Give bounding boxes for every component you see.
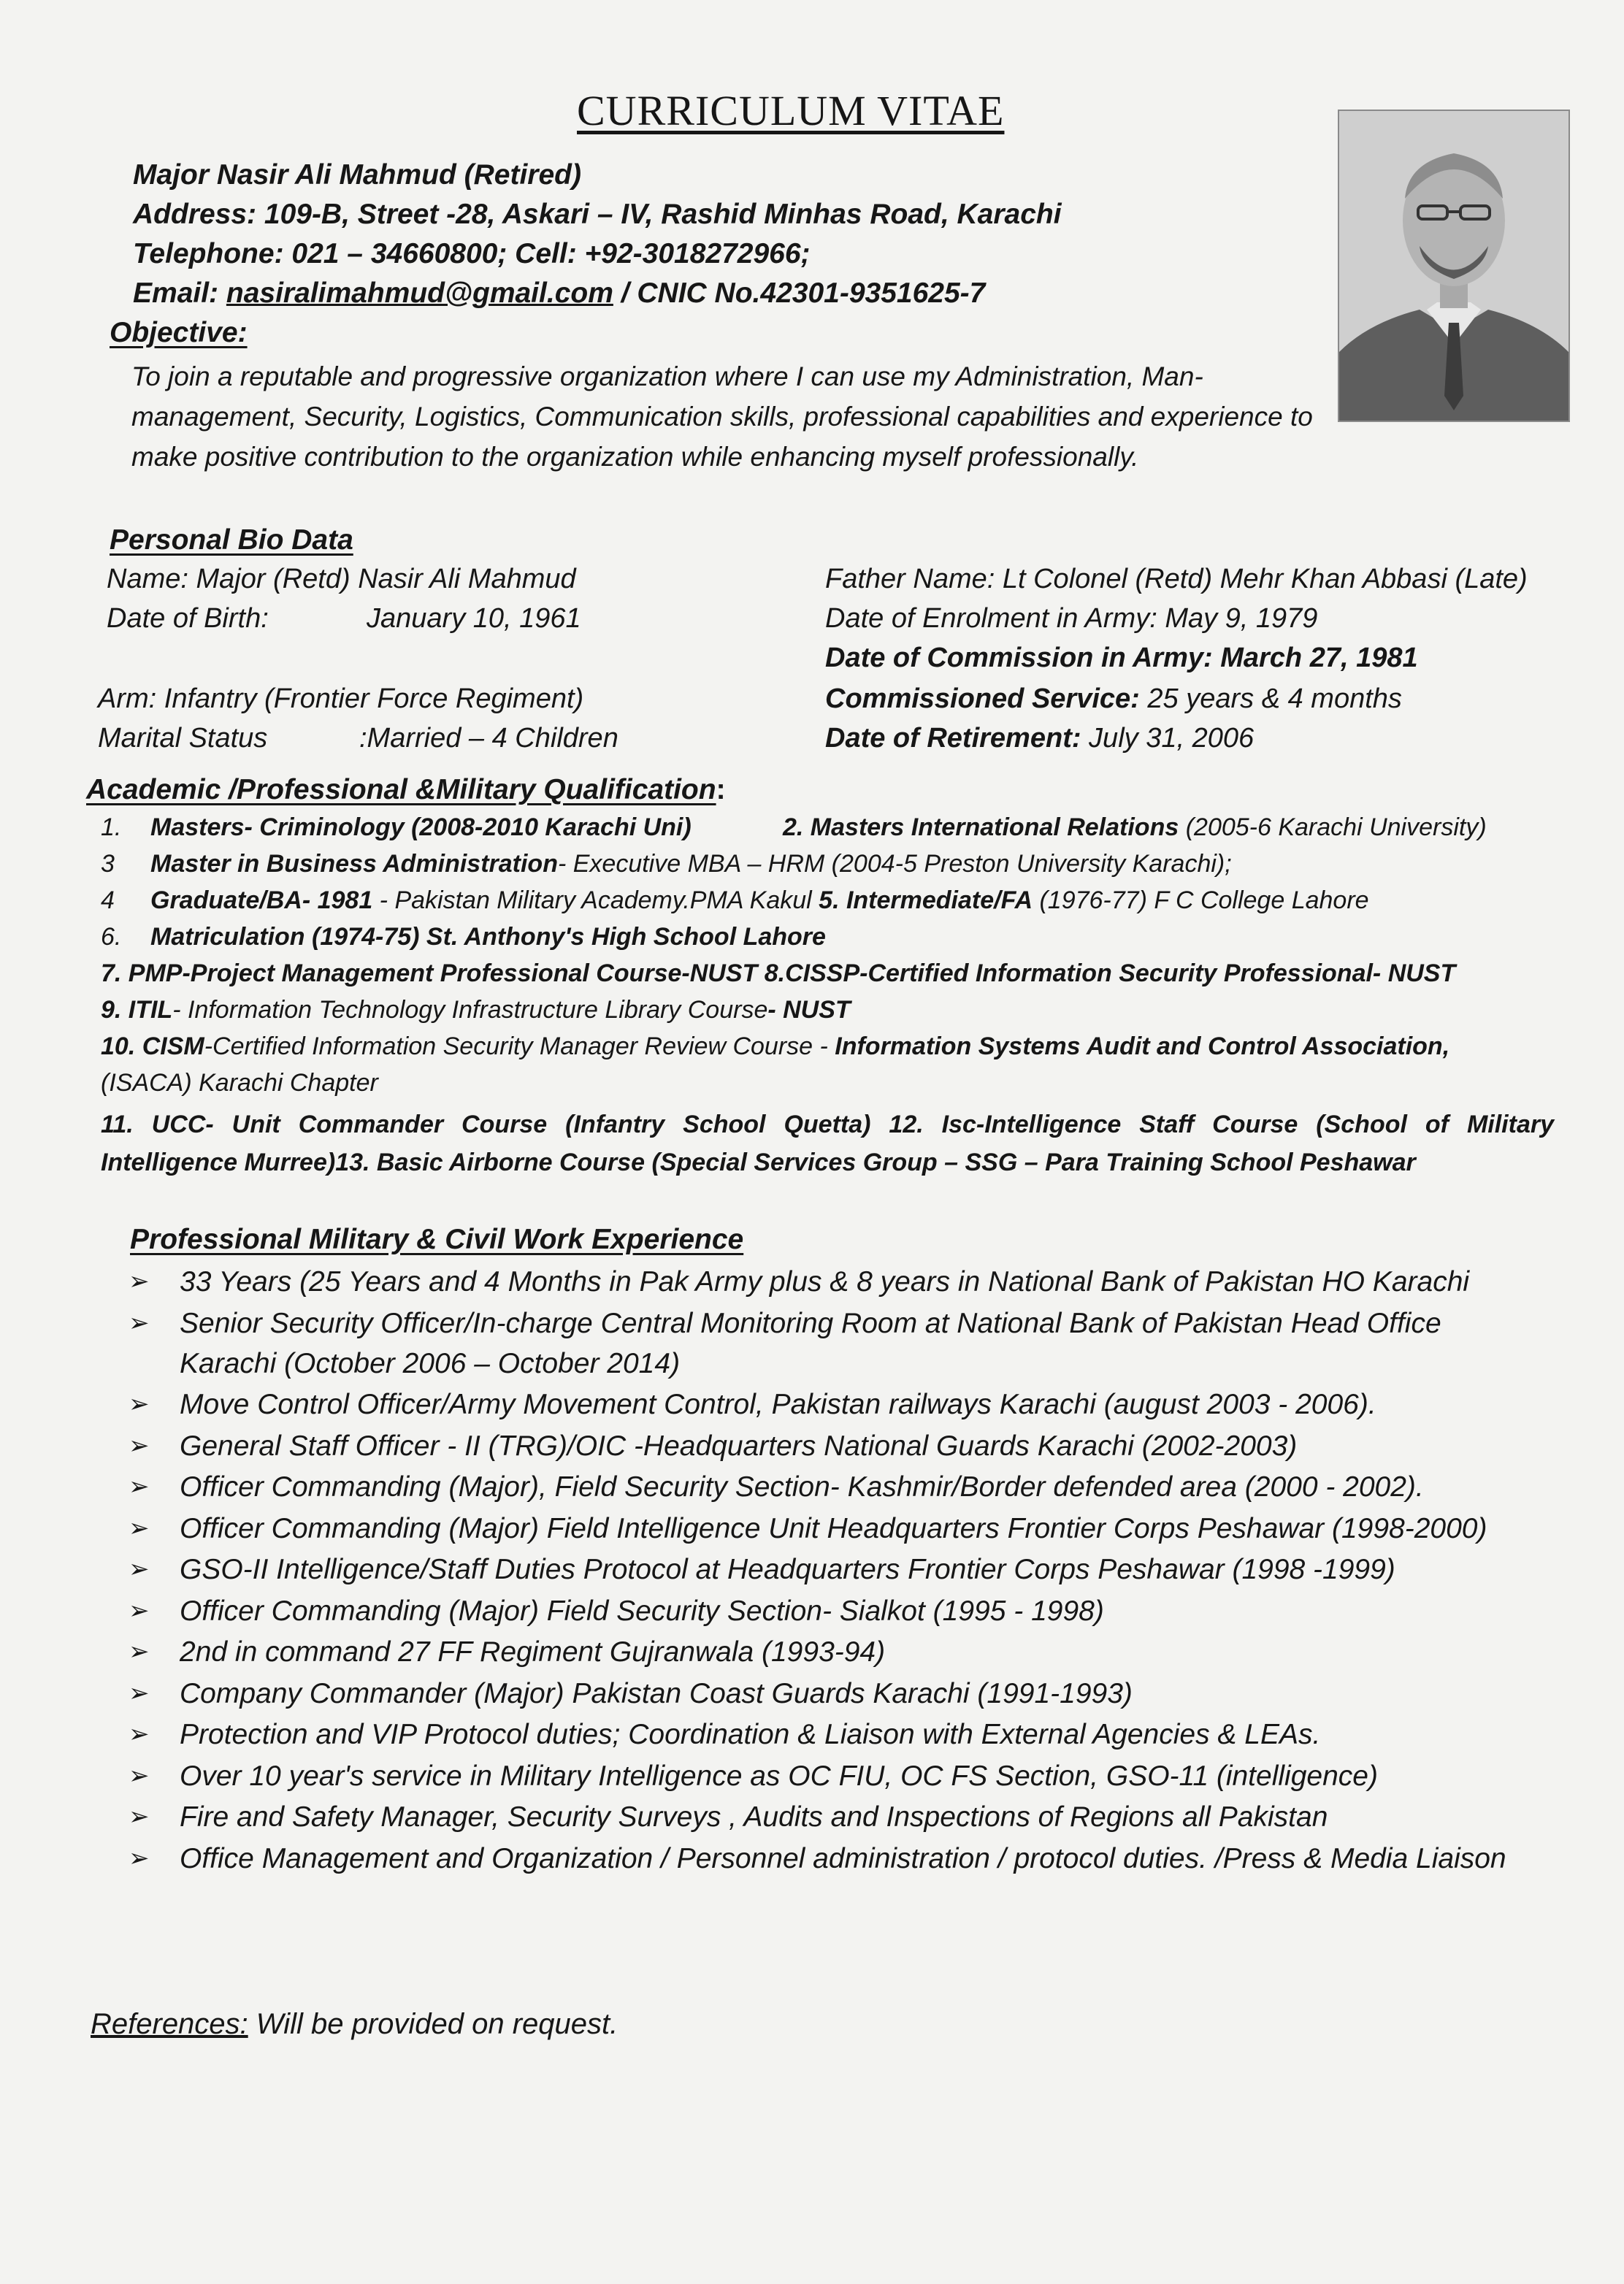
telephone-line: Telephone: 021 – 34660800; Cell: +92-3018272966; — [133, 238, 811, 269]
bio-marital-value: :Married – 4 Children — [359, 723, 618, 754]
list-item-text: 33 Years (25 Years and 4 Months in Pak Army plus & 8 years in National Bank of Pakistan HO Karachi — [180, 1266, 1470, 1298]
bio-service — [825, 683, 1402, 715]
qual-4-bold: Graduate/BA- 1981 — [150, 886, 373, 914]
list-item-text: 2nd in command 27 FF Regiment Gujranwala (1993-94) — [180, 1636, 886, 1668]
qual-9 — [101, 996, 851, 1024]
qual-3 — [150, 850, 1232, 878]
email-line — [133, 277, 985, 310]
profile-photo — [1338, 110, 1570, 422]
qual-9-bold-2: - NUST — [767, 996, 851, 1024]
qualification-heading: Academic /Professional &Military Qualification — [86, 774, 716, 805]
email-label: Email: — [133, 277, 226, 309]
arrow-bullet-icon: ➢ — [129, 1679, 150, 1707]
qual-11-line-2: Intelligence Murree)13. Basic Airborne Course (Special Services Group – SSG – Para Training School Peshawar — [101, 1149, 1416, 1176]
bio-commission: Date of Commission in Army: March 27, 1981 — [825, 643, 1418, 673]
qual-3-bold: Master in Business Administration — [150, 850, 558, 878]
qual-5-bold: 5. Intermediate/FA — [819, 886, 1033, 914]
bio-retirement-value: July 31, 2006 — [1081, 723, 1255, 754]
references-text: Will be provided on request. — [248, 2008, 618, 2040]
arrow-bullet-icon: ➢ — [129, 1390, 150, 1418]
qual-10-rest: -Certified Information Security Manager Review Course - — [204, 1032, 835, 1060]
qual-10-cont: (ISACA) Karachi Chapter — [101, 1069, 378, 1097]
list-item-text: Officer Commanding (Major) Field Security Section- Sialkot (1995 - 1998) — [180, 1595, 1104, 1627]
list-item-text: Fire and Safety Manager, Security Surveys , Audits and Inspections of Regions all Pakistan — [180, 1801, 1328, 1833]
qual-10 — [101, 1032, 1449, 1061]
arrow-bullet-icon: ➢ — [129, 1431, 150, 1460]
qual-3-rest: - Executive MBA – HRM (2004-5 Preston University Karachi); — [557, 850, 1232, 878]
qual-4-num: 4 — [101, 886, 115, 914]
arrow-bullet-icon: ➢ — [129, 1720, 150, 1748]
arrow-bullet-icon: ➢ — [129, 1473, 150, 1501]
qual-7-8: 7. PMP-Project Management Professional Course-NUST 8.CISSP-Certified Information Security Professional- NUST — [101, 959, 1456, 987]
cv-title: CURRICULUM VITAE — [577, 87, 1005, 134]
person-portrait-icon — [1339, 111, 1569, 421]
experience-list — [129, 1262, 1516, 1879]
address-line: Address: 109-B, Street -28, Askari – IV, Rashid Minhas Road, Karachi — [133, 199, 1062, 230]
list-item — [129, 1303, 1516, 1384]
name-line: Major Nasir Ali Mahmud (Retired) — [133, 159, 581, 191]
qual-2 — [783, 813, 1487, 842]
list-item-text: Company Commander (Major) Pakistan Coast Guards Karachi (1991-1993) — [180, 1677, 1133, 1709]
objective-text: To join a reputable and progressive organization where I can use my Administration, Man-management, Security, Logistics, Communication skills, professional capabilities and experience to make positive contribution to the organization while enhancing myself professionally. — [131, 361, 1313, 472]
list-item — [129, 1674, 1516, 1714]
list-item — [129, 1756, 1516, 1796]
qual-2-rest: (2005-6 Karachi University) — [1179, 813, 1487, 841]
list-item — [129, 1509, 1516, 1549]
bio-service-label: Commissioned Service: — [825, 683, 1140, 714]
list-item-text: Officer Commanding (Major) Field Intelligence Unit Headquarters Frontier Corps Peshawar (1998-2000) — [180, 1512, 1487, 1544]
arrow-bullet-icon: ➢ — [129, 1308, 150, 1337]
arrow-bullet-icon: ➢ — [129, 1555, 150, 1583]
references-label: References: — [91, 2008, 248, 2040]
cnic-text: / CNIC No.42301-9351625-7 — [613, 277, 986, 309]
list-item — [129, 1591, 1516, 1631]
bio-retirement-label: Date of Retirement: — [825, 723, 1081, 754]
list-item — [129, 1839, 1516, 1879]
bio-heading: Personal Bio Data — [110, 524, 353, 556]
bio-dob-value: January 10, 1961 — [367, 603, 581, 634]
qual-4-5 — [150, 886, 1369, 915]
objective-heading: Objective: — [110, 317, 248, 348]
qual-9-bold: 9. ITIL — [101, 996, 173, 1024]
list-item-text: Office Management and Organization / Personnel administration / protocol duties. /Press & Media Liaison — [180, 1842, 1506, 1874]
list-item-text: Move Control Officer/Army Movement Control, Pakistan railways Karachi (august 2003 - 2006). — [180, 1389, 1376, 1420]
arrow-bullet-icon: ➢ — [129, 1514, 150, 1542]
qual-11-line-1: 11. UCC- Unit Commander Course (Infantry School Quetta) 12. Isc-Intelligence Staff Course (School of Military — [101, 1111, 1554, 1138]
arrow-bullet-icon: ➢ — [129, 1638, 150, 1666]
bio-retirement — [825, 723, 1254, 754]
list-item — [129, 1714, 1516, 1755]
qual-1: Masters- Criminology (2008-2010 Karachi Uni) — [150, 813, 692, 841]
bio-father: Father Name: Lt Colonel (Retd) Mehr Khan Abbasi (Late) — [825, 564, 1528, 594]
list-item-text: Senior Security Officer/In-charge Central Monitoring Room at National Bank of Pakistan Head Office Karachi (October 2006 – October 2014) — [180, 1307, 1441, 1379]
bio-service-value: 25 years & 4 months — [1139, 683, 1402, 714]
list-item — [129, 1426, 1516, 1466]
qual-2-bold: 2. Masters International Relations — [783, 813, 1179, 841]
arrow-bullet-icon: ➢ — [129, 1844, 150, 1872]
list-item — [129, 1384, 1516, 1425]
qual-1-num: 1. — [101, 813, 122, 841]
references-line — [91, 2008, 618, 2041]
arrow-bullet-icon: ➢ — [129, 1761, 150, 1790]
email-link[interactable]: nasiralimahmud@gmail.com — [226, 277, 613, 309]
list-item-text: Protection and VIP Protocol duties; Coordination & Liaison with External Agencies & LEAs. — [180, 1719, 1321, 1750]
qual-6: Matriculation (1974-75) St. Anthony's High School Lahore — [150, 923, 826, 951]
list-item — [129, 1467, 1516, 1507]
bio-enrolment: Date of Enrolment in Army: May 9, 1979 — [825, 603, 1318, 634]
list-item — [129, 1797, 1516, 1837]
qual-10-bold-2: Information Systems Audit and Control Association, — [835, 1032, 1450, 1060]
qual-3-num: 3 — [101, 850, 115, 878]
qualification-heading-row — [86, 774, 726, 806]
arrow-bullet-icon: ➢ — [129, 1268, 150, 1295]
list-item — [129, 1262, 1516, 1302]
list-item-text: Over 10 year's service in Military Intelligence as OC FIU, OC FS Section, GSO-11 (intelligence) — [180, 1760, 1378, 1792]
list-item — [129, 1632, 1516, 1672]
arrow-bullet-icon: ➢ — [129, 1803, 150, 1831]
qualification-colon: : — [716, 774, 726, 805]
qual-6-num: 6. — [101, 923, 122, 951]
list-item — [129, 1549, 1516, 1590]
bio-arm: Arm: Infantry (Frontier Force Regiment) — [98, 683, 584, 714]
qual-9-rest: - Information Technology Infrastructure Library Course — [172, 996, 768, 1024]
list-item-text: GSO-II Intelligence/Staff Duties Protocol at Headquarters Frontier Corps Peshawar (1998 -1999) — [180, 1554, 1395, 1585]
bio-marital-label: Marital Status — [98, 723, 268, 754]
list-item-text: General Staff Officer - II (TRG)/OIC -Headquarters National Guards Karachi (2002-2003) — [180, 1430, 1298, 1462]
experience-heading: Professional Military & Civil Work Experience — [130, 1224, 744, 1255]
qual-5-rest: (1976-77) F C College Lahore — [1033, 886, 1369, 914]
bio-dob-label: Date of Birth: — [107, 603, 269, 634]
list-item-text: Officer Commanding (Major), Field Security Section- Kashmir/Border defended area (2000 - 2002). — [180, 1471, 1424, 1503]
bio-name: Name: Major (Retd) Nasir Ali Mahmud — [107, 564, 576, 594]
qual-10-bold: 10. CISM — [101, 1032, 204, 1060]
arrow-bullet-icon: ➢ — [129, 1596, 150, 1625]
qual-4-rest: - Pakistan Military Academy.PMA Kakul — [372, 886, 819, 914]
